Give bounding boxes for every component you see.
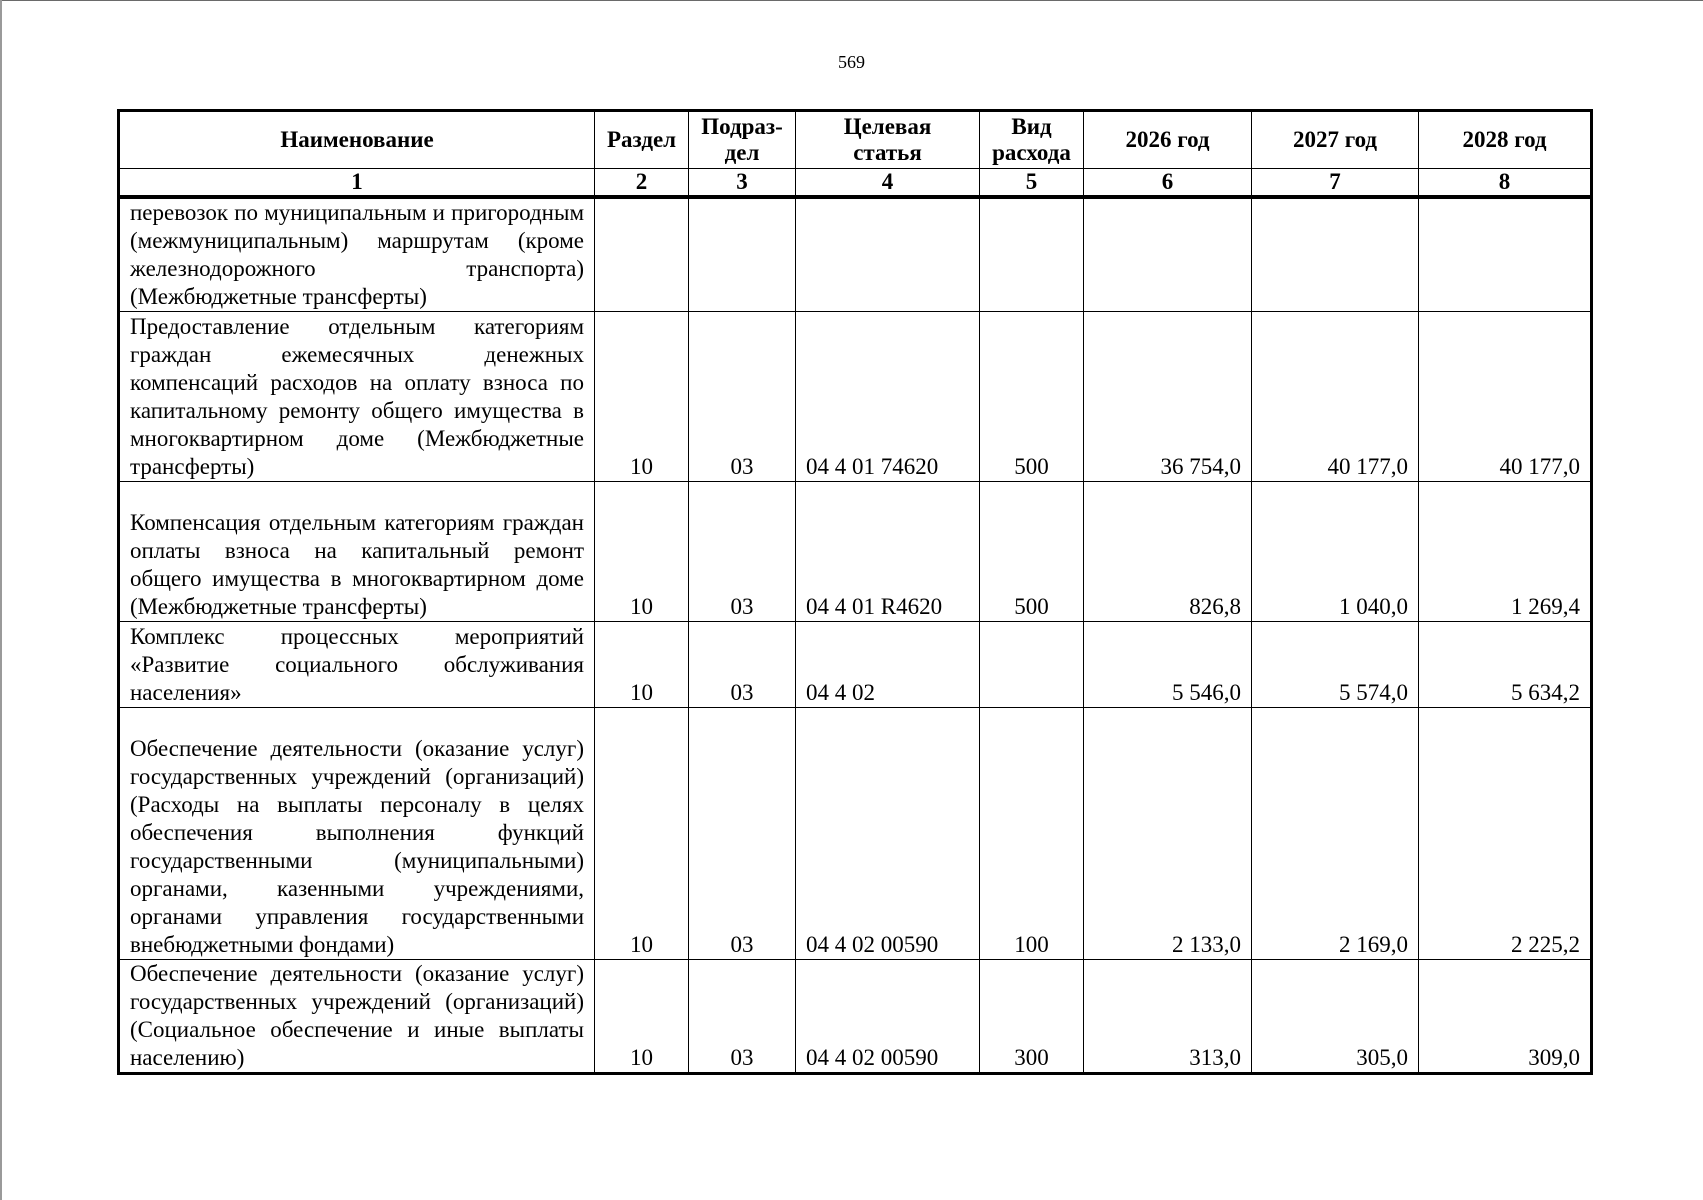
row-vid (980, 622, 1084, 708)
row-podrazdel: 03 (689, 482, 796, 622)
row-statya: 04 4 02 00590 (796, 960, 980, 1074)
row-razdel: 10 (595, 622, 689, 708)
row-2028: 309,0 (1419, 960, 1592, 1074)
row-2028: 40 177,0 (1419, 312, 1592, 482)
row-vid: 500 (980, 482, 1084, 622)
column-number: 4 (796, 169, 980, 198)
table-row (119, 482, 1592, 622)
row-name: Обеспечение деятельности (оказание услуг) государственных учреждений (организаций) (Социальное обеспечение и иные выплаты населению) (119, 960, 595, 1074)
row-2026: 313,0 (1084, 960, 1252, 1074)
scan-edge-left (0, 0, 2, 1200)
row-name: перевозок по муниципальным и пригородным (межмуниципальным) маршрутам (кроме железнодорожного транспорта) (Межбюджетные трансферты) (119, 197, 595, 312)
table-row (119, 960, 1592, 1074)
row-2026: 36 754,0 (1084, 312, 1252, 482)
row-razdel: 10 (595, 960, 689, 1074)
column-number: 7 (1252, 169, 1419, 198)
header-podrazdel: Подраз- дел (689, 111, 796, 169)
row-2026: 2 133,0 (1084, 708, 1252, 960)
row-statya: 04 4 01 R4620 (796, 482, 980, 622)
header-2028: 2028 год (1419, 111, 1592, 169)
column-number: 6 (1084, 169, 1252, 198)
row-statya: 04 4 02 00590 (796, 708, 980, 960)
row-2027: 40 177,0 (1252, 312, 1419, 482)
row-podrazdel: 03 (689, 708, 796, 960)
row-razdel: 10 (595, 312, 689, 482)
row-vid: 300 (980, 960, 1084, 1074)
header-razdel: Раздел (595, 111, 689, 169)
column-number: 5 (980, 169, 1084, 198)
column-number: 1 (119, 169, 595, 198)
header-name: Наименование (119, 111, 595, 169)
row-2027: 5 574,0 (1252, 622, 1419, 708)
row-razdel: 10 (595, 708, 689, 960)
row-statya (796, 197, 980, 312)
row-2026: 826,8 (1084, 482, 1252, 622)
table-row (119, 708, 1592, 960)
header-vid: Вид расхода (980, 111, 1084, 169)
row-razdel (595, 197, 689, 312)
row-vid: 100 (980, 708, 1084, 960)
column-number-row (119, 169, 1592, 198)
column-number: 8 (1419, 169, 1592, 198)
header-statya: Целевая статья (796, 111, 980, 169)
header-2026: 2026 год (1084, 111, 1252, 169)
scan-edge-top (0, 0, 1703, 1)
row-2028: 2 225,2 (1419, 708, 1592, 960)
table-row (119, 197, 1592, 312)
row-2027: 1 040,0 (1252, 482, 1419, 622)
row-2028: 1 269,4 (1419, 482, 1592, 622)
row-vid (980, 197, 1084, 312)
row-2027: 305,0 (1252, 960, 1419, 1074)
row-name: Обеспечение деятельности (оказание услуг) государственных учреждений (организаций) (Расходы на выплаты персоналу в целях обеспечения выполнения функций государственными (муниципальными) органами, казенными учреждениями, органами управления государственными внебюджетными фондами) (119, 708, 595, 960)
row-name: Комплекс процессных мероприятий «Развитие социального обслуживания населения» (119, 622, 595, 708)
row-2027 (1252, 197, 1419, 312)
row-2028: 5 634,2 (1419, 622, 1592, 708)
table-row (119, 622, 1592, 708)
row-podrazdel: 03 (689, 312, 796, 482)
row-podrazdel: 03 (689, 622, 796, 708)
row-statya: 04 4 02 (796, 622, 980, 708)
row-2026: 5 546,0 (1084, 622, 1252, 708)
table-row (119, 312, 1592, 482)
row-2027: 2 169,0 (1252, 708, 1419, 960)
row-name: Компенсация отдельным категориям граждан оплаты взноса на капитальный ремонт общего имущества в многоквартирном доме (Межбюджетные трансферты) (119, 482, 595, 622)
column-number: 3 (689, 169, 796, 198)
row-razdel: 10 (595, 482, 689, 622)
row-name: Предоставление отдельным категориям граждан ежемесячных денежных компенсаций расходов на оплату взноса по капитальному ремонту общего имущества в многоквартирном доме (Межбюджетные трансферты) (119, 312, 595, 482)
row-podrazdel: 03 (689, 960, 796, 1074)
budget-table (117, 109, 1593, 1075)
row-vid: 500 (980, 312, 1084, 482)
row-podrazdel (689, 197, 796, 312)
page-number: 569 (838, 52, 865, 72)
column-number: 2 (595, 169, 689, 198)
table-header-row (119, 111, 1592, 169)
row-statya: 04 4 01 74620 (796, 312, 980, 482)
row-2026 (1084, 197, 1252, 312)
header-2027: 2027 год (1252, 111, 1419, 169)
row-2028 (1419, 197, 1592, 312)
